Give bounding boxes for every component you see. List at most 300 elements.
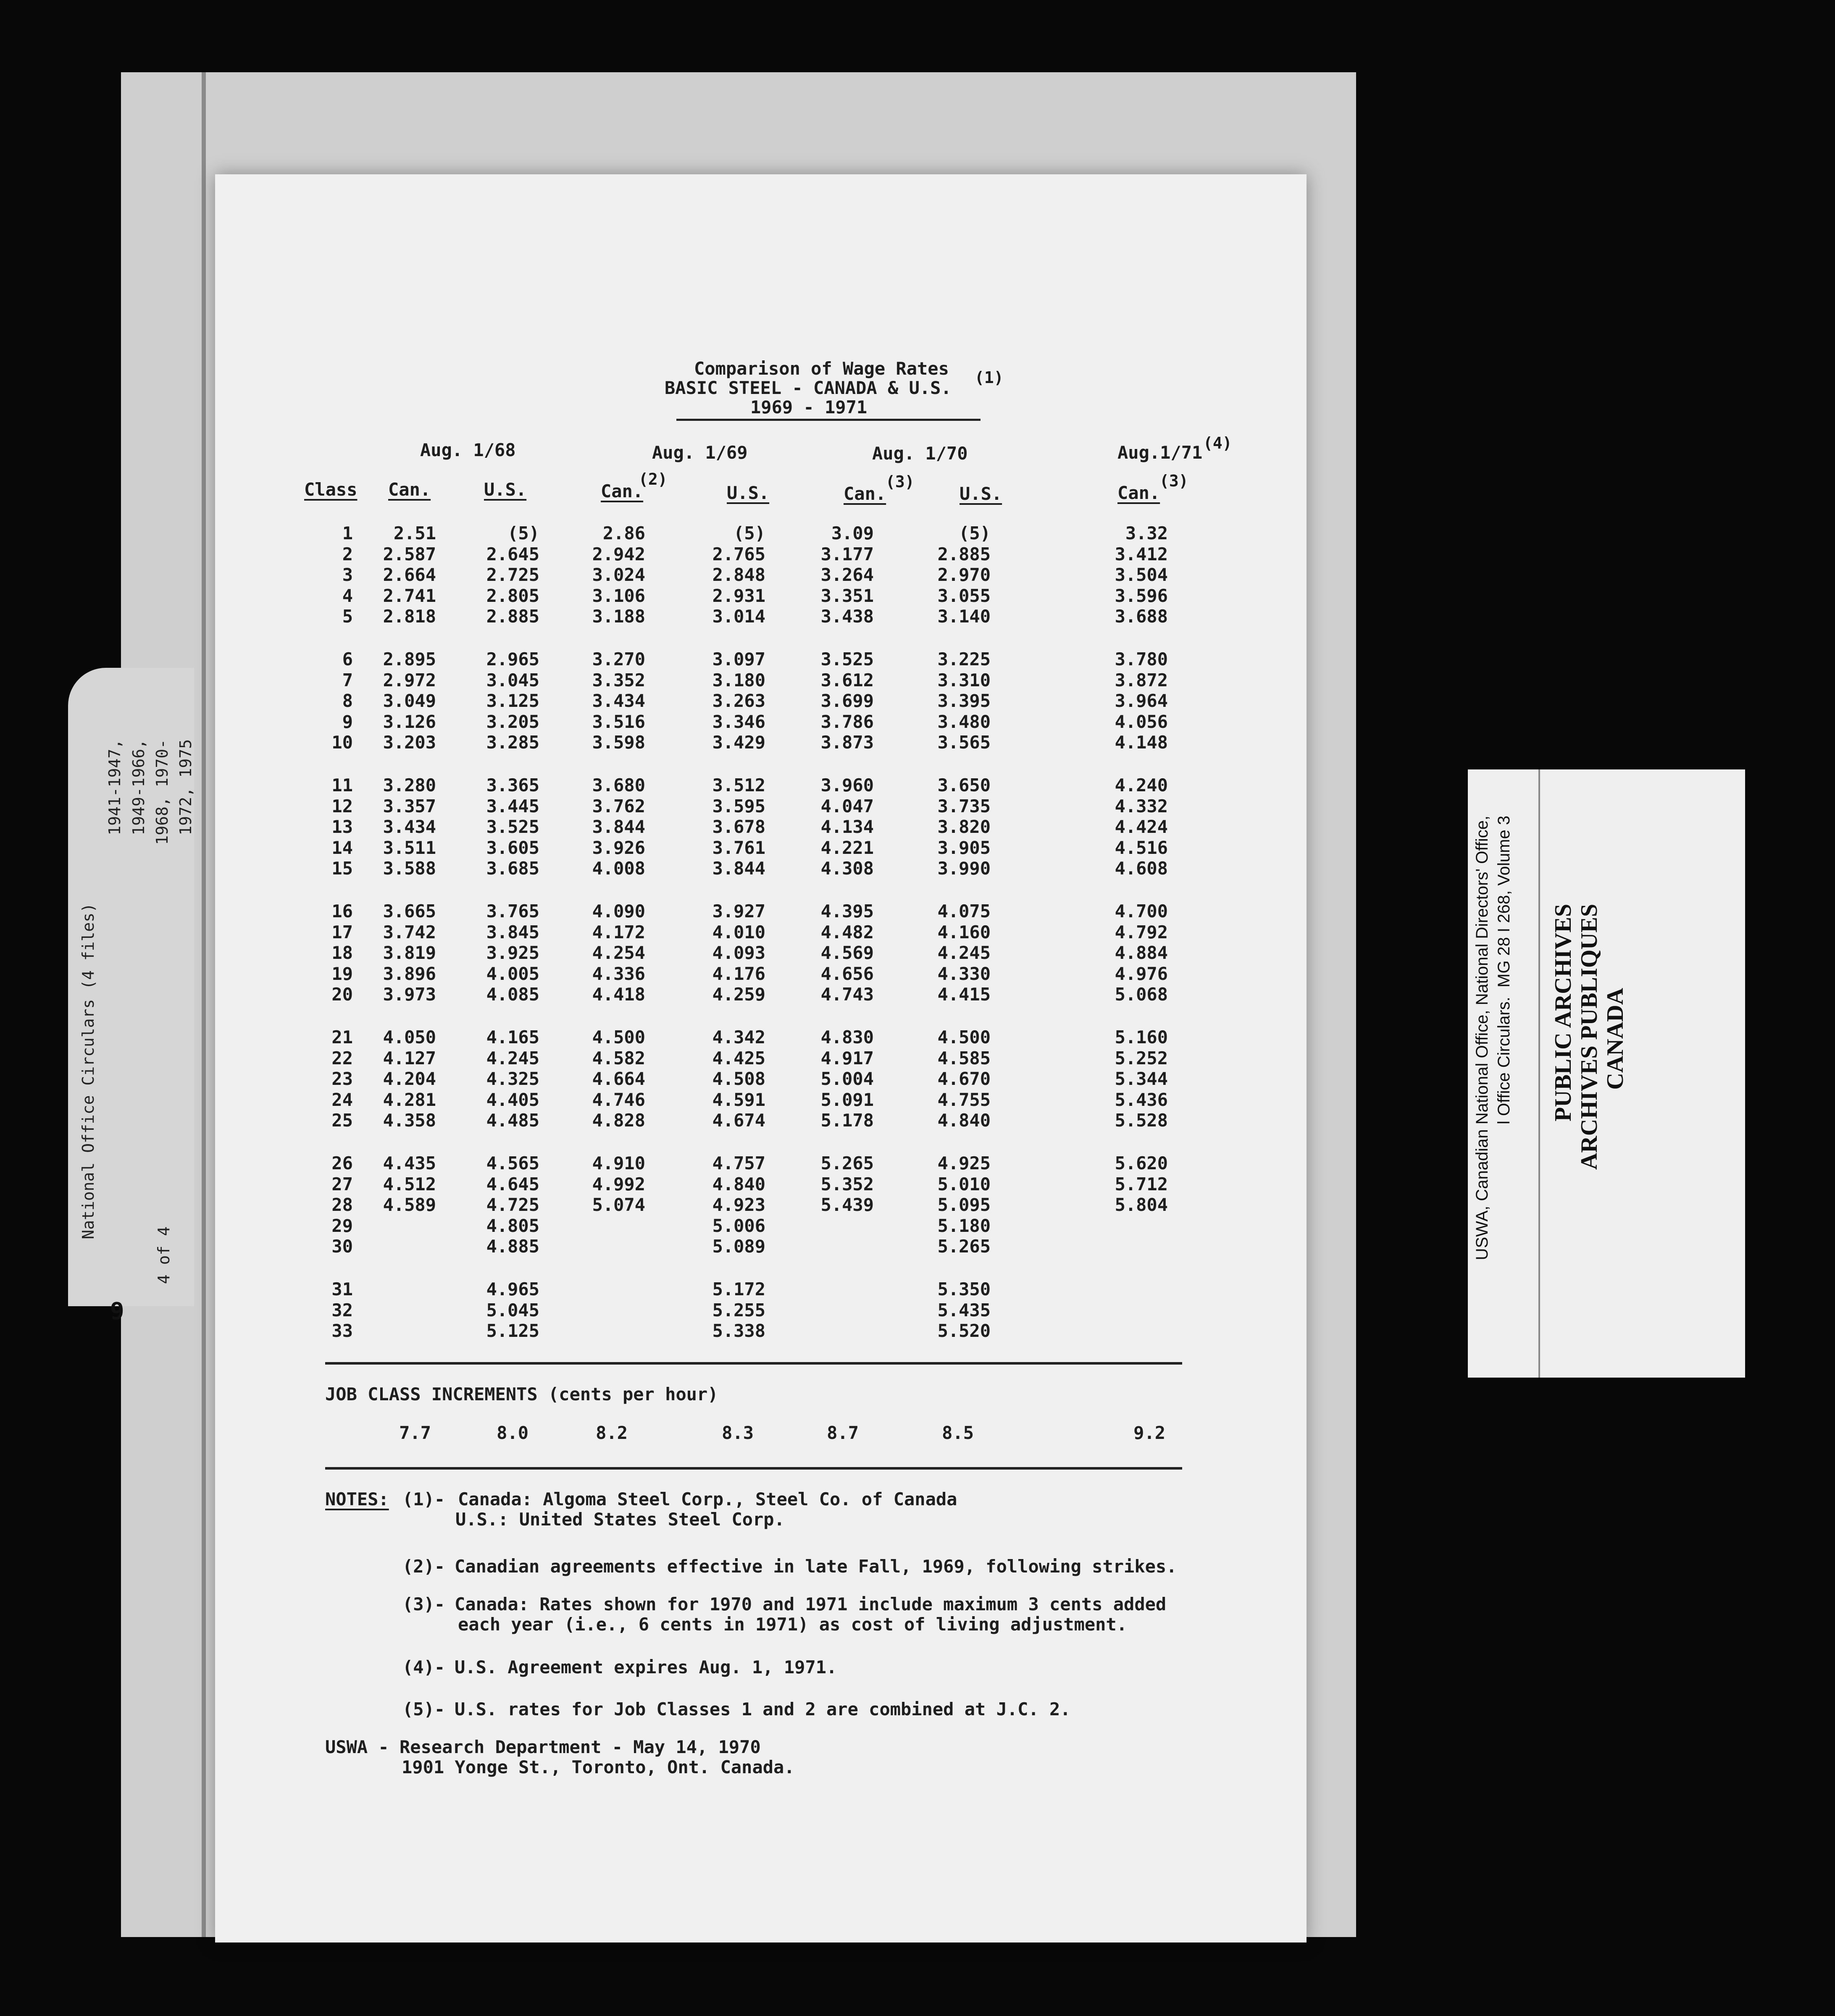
rate-cell: 4.342 xyxy=(712,1027,765,1047)
rate-cell: 5.074 xyxy=(592,1194,645,1215)
rate-cell: 5.350 xyxy=(937,1279,991,1299)
rate-cell: 3.765 xyxy=(486,901,539,921)
subtitle-footnote: (1) xyxy=(975,368,1004,387)
rate-cell: 4.332 xyxy=(1115,795,1168,816)
rate-cell: 4.405 xyxy=(486,1089,539,1110)
rate-cell: 3.203 xyxy=(383,732,436,753)
rate-cell: 4.485 xyxy=(486,1110,539,1131)
folder-tab-years-3: 1968, 1970- xyxy=(153,739,171,845)
period-aug-71-footnote: (4) xyxy=(1203,434,1232,452)
class-number: 13 xyxy=(331,816,353,837)
rate-cell: 2.805 xyxy=(486,585,539,606)
note-number: (1)- xyxy=(402,1489,445,1509)
class-number: 26 xyxy=(331,1153,353,1173)
rate-cell: 4.047 xyxy=(820,795,874,816)
rate-cell: 3.280 xyxy=(383,775,436,795)
rate-cell: 2.86 xyxy=(602,523,645,543)
rate-cell: 3.990 xyxy=(937,858,991,879)
rate-cell: 3.786 xyxy=(820,711,874,732)
rate-cell: 4.925 xyxy=(937,1153,991,1173)
rate-cell: 4.670 xyxy=(937,1068,991,1089)
rate-cell: 5.006 xyxy=(712,1215,765,1236)
rate-cell: 5.178 xyxy=(820,1110,874,1131)
rate-cell: 4.884 xyxy=(1115,942,1168,963)
increments-label: JOB CLASS INCREMENTS (cents per hour) xyxy=(325,1384,718,1404)
rate-cell: 4.792 xyxy=(1115,921,1168,942)
rate-cell: 3.688 xyxy=(1115,606,1168,627)
rate-cell: 3.264 xyxy=(820,564,874,585)
rate-cell: 3.357 xyxy=(383,795,436,816)
rate-cell: 3.762 xyxy=(592,795,645,816)
document-subtitle: BASIC STEEL - CANADA & U.S. xyxy=(665,378,952,398)
rate-cell: 4.885 xyxy=(486,1236,539,1257)
rate-cell: 4.700 xyxy=(1115,901,1168,921)
rate-cell: 2.645 xyxy=(486,543,539,564)
rate-cell: 5.436 xyxy=(1115,1089,1168,1110)
rate-cell: 5.091 xyxy=(820,1089,874,1110)
footer-line-2: 1901 Yonge St., Toronto, Ont. Canada. xyxy=(402,1757,795,1777)
class-number: 11 xyxy=(331,775,353,795)
rate-cell: 3.140 xyxy=(937,606,991,627)
rate-cell: 5.344 xyxy=(1115,1068,1168,1089)
rate-cell: (5) xyxy=(959,523,991,543)
rate-cell: 3.605 xyxy=(486,837,539,858)
rate-cell: 3.270 xyxy=(592,649,645,669)
class-number: 18 xyxy=(331,942,353,963)
rate-cell: 4.645 xyxy=(486,1173,539,1194)
rate-cell: 2.970 xyxy=(937,564,991,585)
rate-cell: 3.429 xyxy=(712,732,765,753)
rate-cell: 4.923 xyxy=(712,1194,765,1215)
rate-cell: 5.520 xyxy=(937,1320,991,1341)
class-number: 6 xyxy=(342,649,353,669)
class-number: 5 xyxy=(342,606,353,627)
class-number: 20 xyxy=(331,984,353,1005)
folder-tab-mark: 9 xyxy=(110,1298,124,1325)
rate-cell: 4.010 xyxy=(712,921,765,942)
class-number: 2 xyxy=(342,543,353,564)
rate-cell: 2.587 xyxy=(383,543,436,564)
rate-cell: 3.097 xyxy=(712,649,765,669)
folder-spine xyxy=(202,72,206,1937)
rate-cell: 4.172 xyxy=(592,921,645,942)
class-number: 21 xyxy=(331,1027,353,1047)
rate-cell: 4.245 xyxy=(937,942,991,963)
rate-cell: 3.588 xyxy=(383,858,436,879)
rate-cell: 3.32 xyxy=(1125,523,1168,543)
rate-cell: 5.125 xyxy=(486,1320,539,1341)
column-header-footnote-5: (3) xyxy=(886,472,915,491)
rate-cell: 4.674 xyxy=(712,1110,765,1131)
rate-cell: 3.180 xyxy=(712,669,765,690)
rate-cell: 3.896 xyxy=(383,963,436,984)
rate-cell: 2.895 xyxy=(383,649,436,669)
rate-cell: 3.352 xyxy=(592,669,645,690)
rate-cell: 3.612 xyxy=(820,669,874,690)
class-number: 33 xyxy=(331,1320,353,1341)
rate-cell: 3.844 xyxy=(712,858,765,879)
rate-cell: 4.085 xyxy=(486,984,539,1005)
rate-cell: 3.126 xyxy=(383,711,436,732)
rate-cell: 4.840 xyxy=(712,1173,765,1194)
rate-cell: 4.093 xyxy=(712,942,765,963)
stamp-line-3: CANADA xyxy=(1602,988,1628,1090)
rate-cell: 5.095 xyxy=(937,1194,991,1215)
rate-cell: 2.942 xyxy=(592,543,645,564)
rate-cell: 3.650 xyxy=(937,775,991,795)
rate-cell: 3.504 xyxy=(1115,564,1168,585)
rate-cell: 4.830 xyxy=(820,1027,874,1047)
rate-cell: 4.308 xyxy=(820,858,874,879)
rate-cell: 2.818 xyxy=(383,606,436,627)
rate-cell: 4.725 xyxy=(486,1194,539,1215)
rate-cell: 4.127 xyxy=(383,1047,436,1068)
rate-cell: 5.435 xyxy=(937,1299,991,1320)
rate-cell: 4.395 xyxy=(820,901,874,921)
note-line: Canada: Algoma Steel Corp., Steel Co. of Canada xyxy=(458,1489,957,1509)
class-number: 28 xyxy=(331,1194,353,1215)
period-aug-70: Aug. 1/70 xyxy=(872,443,968,464)
class-number: 32 xyxy=(331,1299,353,1320)
note-line: U.S.: United States Steel Corp. xyxy=(455,1509,785,1530)
rate-cell: 4.585 xyxy=(937,1047,991,1068)
rate-cell: 3.565 xyxy=(937,732,991,753)
rate-cell: 5.338 xyxy=(712,1320,765,1341)
class-number: 27 xyxy=(331,1173,353,1194)
rate-cell: 5.089 xyxy=(712,1236,765,1257)
rate-cell: 4.589 xyxy=(383,1194,436,1215)
rate-cell: 4.176 xyxy=(712,963,765,984)
rate-cell: 5.265 xyxy=(820,1153,874,1173)
class-number: 19 xyxy=(331,963,353,984)
note-number: (2)- xyxy=(402,1556,445,1577)
folder-tab-years xyxy=(103,739,126,835)
class-number: 24 xyxy=(331,1089,353,1110)
rate-cell: 5.004 xyxy=(820,1068,874,1089)
rate-cell: 3.873 xyxy=(820,732,874,753)
stamp-line-2: ARCHIVES PUBLIQUES xyxy=(1576,904,1602,1170)
rate-cell: 3.964 xyxy=(1115,690,1168,711)
rate-cell: 4.805 xyxy=(486,1215,539,1236)
rate-cell: 5.439 xyxy=(820,1194,874,1215)
note-number: (5)- xyxy=(402,1699,445,1719)
rate-cell: 3.395 xyxy=(937,690,991,711)
archive-label xyxy=(1468,769,1745,1378)
note-line: Canadian agreements effective in late Fall, 1969, following strikes. xyxy=(455,1556,1177,1577)
rate-cell: 3.680 xyxy=(592,775,645,795)
label-divider xyxy=(1538,769,1540,1378)
column-header-7: Can. xyxy=(1117,483,1160,503)
rate-cell: 5.804 xyxy=(1115,1194,1168,1215)
rate-cell: 2.51 xyxy=(393,523,436,543)
rate-cell: (5) xyxy=(507,523,539,543)
rate-cell: 5.265 xyxy=(937,1236,991,1257)
column-header-6: U.S. xyxy=(960,483,1002,504)
increment-value: 8.0 xyxy=(497,1423,528,1443)
rate-cell: 3.310 xyxy=(937,669,991,690)
rate-cell: 4.281 xyxy=(383,1089,436,1110)
rate-cell: 4.664 xyxy=(592,1068,645,1089)
class-number: 16 xyxy=(331,901,353,921)
rate-cell: 3.024 xyxy=(592,564,645,585)
rate-cell: 4.134 xyxy=(820,816,874,837)
stamp-line-1: PUBLIC ARCHIVES xyxy=(1550,904,1576,1122)
rate-cell: 3.844 xyxy=(592,816,645,837)
rate-cell: 3.014 xyxy=(712,606,765,627)
rate-cell: 3.960 xyxy=(820,775,874,795)
class-number: 4 xyxy=(342,585,353,606)
rate-cell: 3.412 xyxy=(1115,543,1168,564)
class-number: 30 xyxy=(331,1236,353,1257)
rate-cell: 3.820 xyxy=(937,816,991,837)
rate-cell: 4.425 xyxy=(712,1047,765,1068)
rate-cell: 3.525 xyxy=(486,816,539,837)
rate-cell: 4.743 xyxy=(820,984,874,1005)
rate-cell: 4.565 xyxy=(486,1153,539,1173)
class-number: 15 xyxy=(331,858,353,879)
rate-cell: 2.664 xyxy=(383,564,436,585)
increment-value: 8.7 xyxy=(827,1423,859,1443)
increment-value: 7.7 xyxy=(399,1423,431,1443)
rate-cell: 3.205 xyxy=(486,711,539,732)
rate-cell: 5.620 xyxy=(1115,1153,1168,1173)
rate-cell: 2.741 xyxy=(383,585,436,606)
note-line: U.S. Agreement expires Aug. 1, 1971. xyxy=(455,1657,837,1677)
rate-cell: 4.992 xyxy=(592,1173,645,1194)
rate-cell: 2.765 xyxy=(712,543,765,564)
rate-cell: 4.840 xyxy=(937,1110,991,1131)
note-line: Canada: Rates shown for 1970 and 1971 include maximum 3 cents added xyxy=(455,1594,1167,1614)
rate-cell: 4.204 xyxy=(383,1068,436,1089)
rate-cell: 3.351 xyxy=(820,585,874,606)
class-number: 22 xyxy=(331,1047,353,1068)
rate-cell: 3.177 xyxy=(820,543,874,564)
rate-cell: 3.973 xyxy=(383,984,436,1005)
title-underline xyxy=(676,419,981,421)
rate-cell: 4.512 xyxy=(383,1173,436,1194)
rate-cell: 5.010 xyxy=(937,1173,991,1194)
rate-cell: 3.596 xyxy=(1115,585,1168,606)
class-number: 25 xyxy=(331,1110,353,1131)
wage-rate-document xyxy=(215,174,1307,1942)
rate-cell: 3.045 xyxy=(486,669,539,690)
rate-cell: 4.090 xyxy=(592,901,645,921)
rate-cell: 2.965 xyxy=(486,649,539,669)
rate-cell: 2.972 xyxy=(383,669,436,690)
rate-cell: 3.905 xyxy=(937,837,991,858)
folder-tab xyxy=(68,668,195,1325)
rate-cell: 3.761 xyxy=(712,837,765,858)
rate-cell: 4.976 xyxy=(1115,963,1168,984)
rate-cell: 4.259 xyxy=(712,984,765,1005)
rate-cell: 3.685 xyxy=(486,858,539,879)
rate-cell: 3.055 xyxy=(937,585,991,606)
archive-label-line-1: USWA, Canadian National Office, National Directors' Office, xyxy=(1473,816,1491,1260)
rate-cell: 3.365 xyxy=(486,775,539,795)
rate-cell: 3.263 xyxy=(712,690,765,711)
rate-cell: 4.746 xyxy=(592,1089,645,1110)
rate-cell: 4.910 xyxy=(592,1153,645,1173)
rate-cell: 4.008 xyxy=(592,858,645,879)
rate-cell: 3.735 xyxy=(937,795,991,816)
column-header-0: Class xyxy=(304,479,358,500)
class-number: 23 xyxy=(331,1068,353,1089)
year-range: 1941-1947, xyxy=(105,739,124,835)
rate-cell: 4.917 xyxy=(820,1047,874,1068)
rate-cell: 4.418 xyxy=(592,984,645,1005)
increment-value: 8.5 xyxy=(942,1423,974,1443)
rate-cell: 3.595 xyxy=(712,795,765,816)
rate-cell: 5.172 xyxy=(712,1279,765,1299)
rate-cell: 5.712 xyxy=(1115,1173,1168,1194)
rate-cell: 4.500 xyxy=(937,1027,991,1047)
rate-cell: 5.045 xyxy=(486,1299,539,1320)
rate-cell: 5.352 xyxy=(820,1173,874,1194)
rate-cell: 3.188 xyxy=(592,606,645,627)
folder-tab-years-4: 1972, 1975 xyxy=(176,739,195,835)
class-number: 17 xyxy=(331,921,353,942)
rate-cell: 4.245 xyxy=(486,1047,539,1068)
note-number: (3)- xyxy=(402,1594,445,1614)
rate-cell: 4.005 xyxy=(486,963,539,984)
increments-bottom-rule xyxy=(325,1467,1182,1470)
rate-cell: 5.255 xyxy=(712,1299,765,1320)
column-header-1: Can. xyxy=(388,479,431,500)
rate-cell: 4.075 xyxy=(937,901,991,921)
class-number: 8 xyxy=(342,690,353,711)
rate-cell: 3.525 xyxy=(820,649,874,669)
rate-cell: 2.885 xyxy=(486,606,539,627)
rate-cell: 3.678 xyxy=(712,816,765,837)
rate-cell: 4.656 xyxy=(820,963,874,984)
rate-cell: 5.160 xyxy=(1115,1027,1168,1047)
rate-cell: 3.438 xyxy=(820,606,874,627)
rate-cell: 3.285 xyxy=(486,732,539,753)
rate-cell: 2.885 xyxy=(937,543,991,564)
rate-cell: 3.845 xyxy=(486,921,539,942)
rate-cell: 3.926 xyxy=(592,837,645,858)
rate-cell: 3.925 xyxy=(486,942,539,963)
rate-cell: 5.068 xyxy=(1115,984,1168,1005)
increments-top-rule xyxy=(325,1362,1182,1365)
rate-cell: 4.828 xyxy=(592,1110,645,1131)
archive-label-line-2: l Office Circulars. MG 28 I 268, Volume 3 xyxy=(1495,816,1513,1125)
rate-cell: (5) xyxy=(733,523,765,543)
rate-cell: 4.330 xyxy=(937,963,991,984)
rate-cell: 3.225 xyxy=(937,649,991,669)
rate-cell: 4.500 xyxy=(592,1027,645,1047)
rate-cell: 4.755 xyxy=(937,1089,991,1110)
rate-cell: 4.050 xyxy=(383,1027,436,1047)
column-header-4: U.S. xyxy=(727,483,770,503)
rate-cell: 4.435 xyxy=(383,1153,436,1173)
rate-cell: 3.106 xyxy=(592,585,645,606)
class-number: 31 xyxy=(331,1279,353,1299)
column-header-footnote-7: (3) xyxy=(1159,472,1188,490)
rate-cell: 4.148 xyxy=(1115,732,1168,753)
footer-line-1: USWA - Research Department - May 14, 1970 xyxy=(325,1737,761,1757)
rate-cell: 3.511 xyxy=(383,837,436,858)
class-number: 10 xyxy=(331,732,353,753)
column-header-2: U.S. xyxy=(484,479,527,500)
class-number: 14 xyxy=(331,837,353,858)
rate-cell: 3.598 xyxy=(592,732,645,753)
rate-cell: 4.424 xyxy=(1115,816,1168,837)
rate-cell: 5.252 xyxy=(1115,1047,1168,1068)
rate-cell: 2.931 xyxy=(712,585,765,606)
rate-cell: 4.325 xyxy=(486,1068,539,1089)
column-header-footnote-3: (2) xyxy=(639,470,668,488)
rate-cell: 3.512 xyxy=(712,775,765,795)
rate-cell: 3.819 xyxy=(383,942,436,963)
rate-cell: 4.508 xyxy=(712,1068,765,1089)
rate-cell: 3.516 xyxy=(592,711,645,732)
document-title: Comparison of Wage Rates xyxy=(694,358,949,379)
rate-cell: 3.699 xyxy=(820,690,874,711)
rate-cell: 2.848 xyxy=(712,564,765,585)
rate-cell: 4.240 xyxy=(1115,775,1168,795)
rate-cell: 3.480 xyxy=(937,711,991,732)
rate-cell: 4.482 xyxy=(820,921,874,942)
rate-cell: 4.582 xyxy=(592,1047,645,1068)
increment-value: 8.3 xyxy=(722,1423,754,1443)
increment-value: 9.2 xyxy=(1133,1423,1165,1443)
rate-cell: 3.09 xyxy=(831,523,874,543)
class-number: 9 xyxy=(342,711,353,732)
rate-cell: 3.445 xyxy=(486,795,539,816)
rate-cell: 3.742 xyxy=(383,921,436,942)
period-aug-71: Aug.1/71 xyxy=(1117,442,1203,463)
rate-cell: 4.569 xyxy=(820,942,874,963)
note-line: each year (i.e., 6 cents in 1971) as cost of living adjustment. xyxy=(458,1614,1128,1635)
rate-cell: 4.336 xyxy=(592,963,645,984)
class-number: 29 xyxy=(331,1215,353,1236)
rate-cell: 5.528 xyxy=(1115,1110,1168,1131)
rate-cell: 3.665 xyxy=(383,901,436,921)
increment-value: 8.2 xyxy=(596,1423,628,1443)
document-years: 1969 - 1971 xyxy=(750,397,868,417)
class-number: 12 xyxy=(331,795,353,816)
column-header-3: Can. xyxy=(601,481,644,501)
column-header-5: Can. xyxy=(844,483,886,504)
rate-cell: 3.434 xyxy=(383,816,436,837)
note-line: U.S. rates for Job Classes 1 and 2 are combined at J.C. 2. xyxy=(455,1699,1071,1719)
rate-cell: 4.056 xyxy=(1115,711,1168,732)
rate-cell: 5.180 xyxy=(937,1215,991,1236)
period-aug-69: Aug. 1/69 xyxy=(652,442,748,463)
rate-cell: 3.434 xyxy=(592,690,645,711)
rate-cell: 4.415 xyxy=(937,984,991,1005)
rate-cell: 3.927 xyxy=(712,901,765,921)
class-number: 7 xyxy=(342,669,353,690)
note-number: (4)- xyxy=(402,1657,445,1677)
rate-cell: 4.160 xyxy=(937,921,991,942)
rate-cell: 4.221 xyxy=(820,837,874,858)
rate-cell: 3.346 xyxy=(712,711,765,732)
notes-heading: NOTES: xyxy=(325,1489,389,1509)
folder-tab-count: 4 of 4 xyxy=(155,1226,173,1284)
rate-cell: 4.516 xyxy=(1115,837,1168,858)
rate-cell: 4.608 xyxy=(1115,858,1168,879)
folder-tab-years-2: 1949-1966, xyxy=(129,739,148,835)
rate-cell: 4.757 xyxy=(712,1153,765,1173)
rate-cell: 3.872 xyxy=(1115,669,1168,690)
rate-cell: 4.591 xyxy=(712,1089,765,1110)
rate-cell: 4.965 xyxy=(486,1279,539,1299)
rate-cell: 2.725 xyxy=(486,564,539,585)
rate-cell: 3.049 xyxy=(383,690,436,711)
period-aug-68: Aug. 1/68 xyxy=(420,440,516,460)
